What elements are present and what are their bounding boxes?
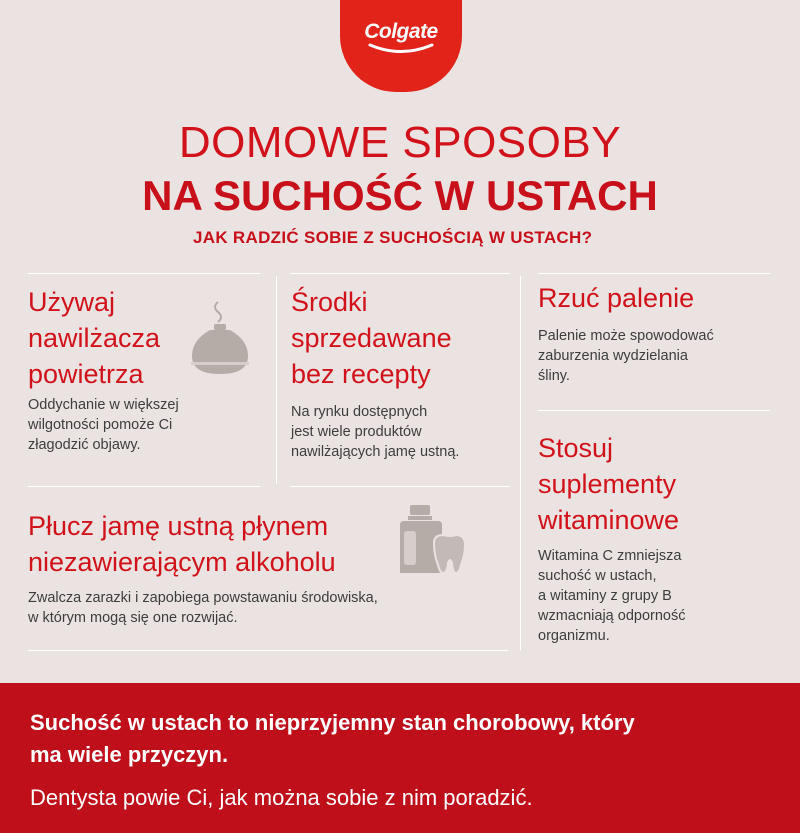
tip-mouthwash-title: Płucz jamę ustną płynem niezawierającym alkoholu	[28, 511, 336, 577]
divider	[290, 273, 510, 274]
smile-icon	[366, 42, 436, 56]
divider	[28, 650, 508, 651]
humidifier-icon	[188, 300, 252, 378]
divider	[538, 273, 770, 274]
divider	[290, 486, 510, 487]
tip-humidifier-text: Oddychanie w większej wilgotności pomoże Ci złagodzić objawy.	[28, 397, 179, 453]
tip-vitamins-text: Witamina C zmniejsza suchość w ustach, a witaminy z grupy B wzmacniają odporność organizmu.	[538, 548, 686, 644]
mouthwash-tooth-icon	[398, 503, 468, 575]
divider	[276, 276, 277, 484]
tip-otc-title: Środki sprzedawane bez recepty	[291, 287, 452, 389]
tip-mouthwash-text: Zwalcza zarazki i zapobiega powstawaniu środowiska, w którym mogą się one rozwijać.	[28, 590, 378, 626]
divider	[28, 486, 260, 487]
divider	[520, 276, 521, 650]
page-title-line2: NA SUCHOŚĆ W USTACH	[142, 172, 658, 219]
tip-smoking-title: Rzuć palenie	[538, 283, 695, 313]
tip-vitamins-title: Stosuj suplementy witaminowe	[538, 433, 680, 535]
colgate-logo	[340, 0, 462, 92]
footer-headline: Suchość w ustach to nieprzyjemny stan chorobowy, który ma wiele przyczyn.	[30, 710, 635, 767]
tip-otc-text: Na rynku dostępnych jest wiele produktów nawilżających jamę ustną.	[291, 404, 460, 460]
page-subtitle: JAK RADZIĆ SOBIE Z SUCHOŚCIĄ W USTACH?	[193, 228, 593, 247]
divider	[28, 273, 260, 274]
logo-wordmark: Colgate	[364, 20, 438, 43]
divider	[538, 410, 770, 411]
tip-humidifier-title: Używaj nawilżacza powietrza	[28, 287, 161, 389]
footer-note: Dentysta powie Ci, jak można sobie z nim poradzić.	[30, 785, 533, 810]
footer-banner	[0, 683, 800, 833]
tip-smoking-text: Palenie może spowodować zaburzenia wydzielania śliny.	[538, 328, 714, 384]
page-title-line1: DOMOWE SPOSOBY	[178, 118, 622, 167]
